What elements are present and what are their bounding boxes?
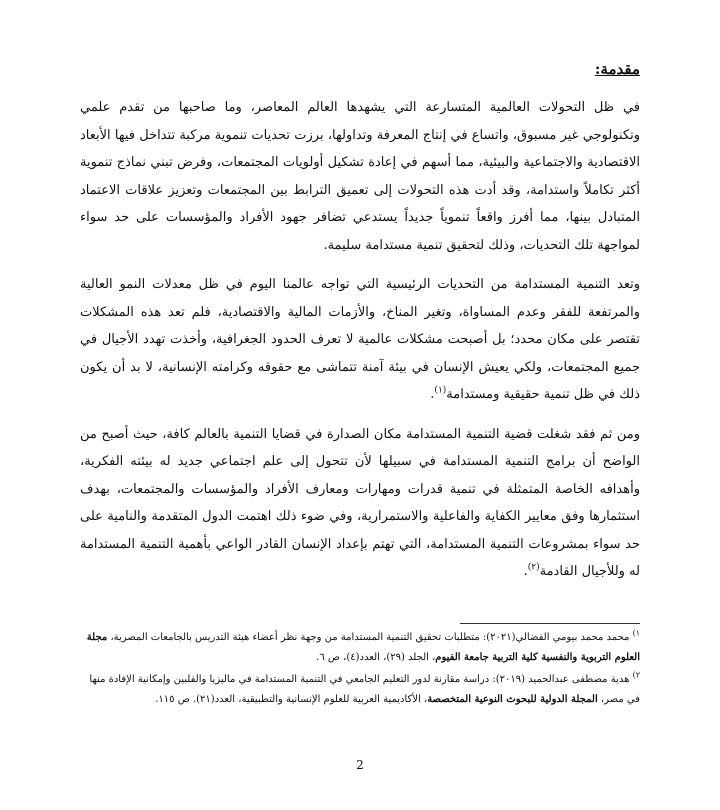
paragraph-3-tail: . [523,564,528,579]
footnote-1-mark: ١) [632,628,640,638]
page-number: 2 [356,758,364,772]
footnote-2-journal: المجلة الدولية للبحوث النوعية المتخصصة [427,694,598,705]
paragraph-1-text: في ظل التحولات العالمية المتسارعة التي يشهدها العالم المعاصر، وما صاحبها من تقدم علمي وتكنولوجي غير مسبوق، واتساع في إنتاج المعرفة وتداولها، برزت تحديات تنموية مركبة تتداخل فيها الأبعاد الاقتصادية والاجتماعية والبيئية، مما أسهم في إعادة تشكيل أولويات المجتمعات، وفرض تبني نماذج تنموية أكثر تكاملاً واستدامة، وقد أدت هذه التحولات إلى تعميق الترابط بين المجتمعات وتعزيز علاقات الاعتماد المتبادل بينها، مما أفرز واقعاً تنموياً جديداً يستدعي تضافر جهود الأفراد والمؤسسات على حد سواء لمواجهة تلك التحديات، وذلك لتحقيق تنمية مستدامة سليمة. [80,100,640,253]
footnote-divider [460,623,640,624]
paragraph-1 [80,94,640,259]
paragraph-2-tail: . [430,387,435,402]
footnote-2 [80,670,640,710]
footnote-1-text: محمد محمد بيومي الفضالي(٢٠٢١): متطلبات تحقيق التنمية المستدامة من وجهة نظر أعضاء هيئة التدريس بالجامعات المصرية، [110,632,630,643]
footnote-1-journal: مجلة العلوم التربوية والنفسية كلية التربية جامعة الفيوم [86,632,640,663]
footnote-1 [80,628,640,668]
footnote-ref-1[interactable]: (١) [434,385,447,396]
footnotes [80,628,640,712]
paragraph-2-text: وتعد التنمية المستدامة من التحديات الرئيسية التي تواجه عالمنا اليوم في ظل معدلات النمو العالية والمرتفعة للفقر وعدم المساواة، وتغير المناخ، والأزمات المالية والاقتصادية، فلم تعد هذه المشكلات تقتصر على مكان محدد؛ بل أصبحت مشكلات عالمية لا تعرف الحدود الجغرافية، وأخذت تهدد الأجيال في جميع المجتمعات، ولكي يعيش الإنسان في بيئة آمنة تتماشى مع حقوقه وكرامته الإنسانية، لا بد أن يكون ذلك في ظل تنمية حقيقية ومستدامة [80,277,640,402]
paragraph-2 [80,271,640,409]
footnote-ref-2[interactable]: (٢) [527,562,540,573]
footnote-2-after: ، الأكاديمية العربية للعلوم الإنسانية والتطبيقية، العدد(٢١). ص ١١٥. [155,694,428,705]
section-heading: مقدمة: [594,60,640,78]
footnote-2-mark: ٢) [632,670,640,680]
paragraph-3-text: ومن ثم فقد شغلت قضية التنمية المستدامة مكان الصدارة في قضايا التنمية بالعالم كافة، حيث أصبح من الواضح أن برامج التنمية المستدامة في سبيلها لأن تتحول إلى علم اجتماعي جديد له بيئته الفكرية، وأهدافه الخاصة المتمثلة في تنمية قدرات ومهارات ومعارف الأفراد والمؤسسات والمجتمعات، بهدف استثمارها وفق معايير الكفاية والفاعلية والاستمرارية، وفي ضوء ذلك اهتمت الدول المتقدمة والنامية على حد سواء بمشروعات التنمية المستدامة، التي تهتم بإعداد الإنسان القادر الواعي بأهمية التنمية المستدامة له وللأجيال القادمة [80,426,640,579]
paragraph-3 [80,421,640,586]
footnote-2-text: هدية مصطفى عبدالحميد (٢٠١٩): دراسة مقارنة لدور التعليم الجامعي في التنمية المستدامة في ماليزيا والفلبين وإمكانية الإفادة منها في مصر، [89,674,640,705]
footnote-1-after: ، الجلد (٢٩)، العدد(٤)، ص ٦. [316,652,436,663]
